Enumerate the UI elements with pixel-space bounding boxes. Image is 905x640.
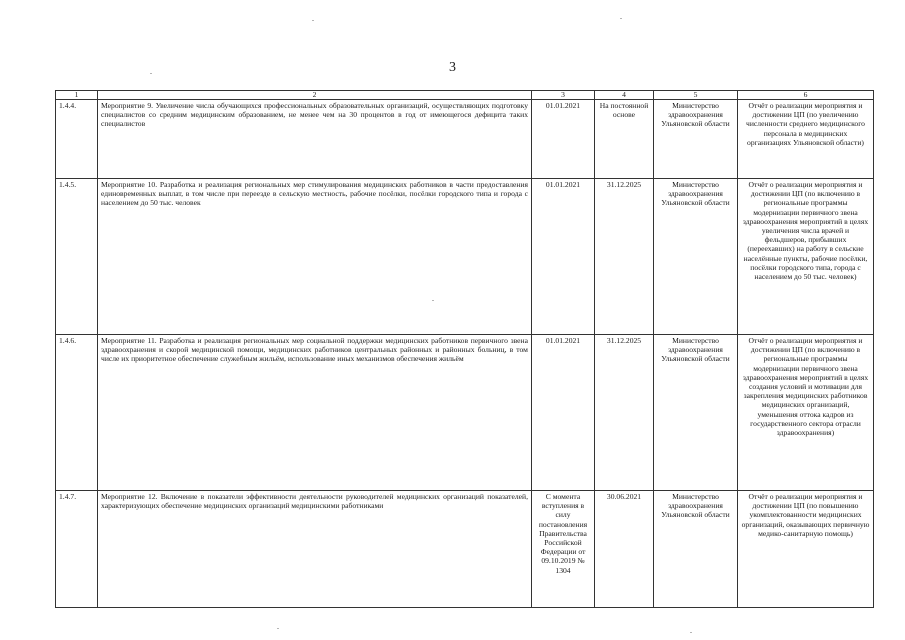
row-result: Отчёт о реализации мероприятия и достижении ЦП (по включению в региональные программы модернизации первичного звена здравоохранения мероприятий в целях увеличения числа врачей и фельдшеров, прибывших (переехавших) на работу в сельские населённые пункты, рабочие посёлки, посёлки городского типа, города с населением до 50 тыс. человек) bbox=[738, 179, 874, 335]
row-result: Отчёт о реализации мероприятия и достижении ЦП (по повышению укомплектованности медицинских организаций, оказывающих первичную медико-санитарную помощь) bbox=[738, 491, 874, 608]
row-result: Отчёт о реализации мероприятия и достижении ЦП (по увеличению численности среднего медицинского персонала в медицинских организациях Ульяновской области) bbox=[738, 100, 874, 179]
column-header: 3 bbox=[532, 91, 595, 100]
row-executor: Министерство здравоохранения Ульяновской области bbox=[654, 491, 738, 608]
row-start-date: С момента вступления в силу постановления Правительства Российской Федерации от 09.10.2019 № 1304 bbox=[532, 491, 595, 608]
table-row bbox=[56, 335, 874, 491]
column-header: 5 bbox=[654, 91, 738, 100]
scan-speck bbox=[277, 628, 279, 629]
scan-speck bbox=[432, 300, 434, 301]
column-header: 1 bbox=[56, 91, 98, 100]
row-end-date: 30.06.2021 bbox=[595, 491, 654, 608]
row-description: Мероприятие 9. Увеличение числа обучающихся профессиональных образовательных организаций, осуществляющих подготовку специалистов со средним медицинским образованием, не менее чем на 30 процентов в год от имеющегося дефицита таких специалистов bbox=[98, 100, 532, 179]
table-row bbox=[56, 179, 874, 335]
scan-speck bbox=[150, 73, 152, 74]
table-header-row bbox=[56, 91, 874, 100]
row-end-date: 31.12.2025 bbox=[595, 335, 654, 491]
row-description: Мероприятие 10. Разработка и реализация региональных мер стимулирования медицинских работников в части предоставления единовременных выплат, в том числе при переезде в сельскую местность, рабочие посёлки, посёлки городского типа и города с населением до 50 тыс. человек bbox=[98, 179, 532, 335]
row-description: Мероприятие 11. Разработка и реализация региональных мер социальной поддержки медицинских работников первичного звена здравоохранения и скорой медицинской помощи, медицинских работников центральных районных и районных больниц, в том числе их приоритетное обеспечение служебным жильём, использование иных механизмов обеспечения жильём bbox=[98, 335, 532, 491]
row-start-date: 01.01.2021 bbox=[532, 100, 595, 179]
scan-speck bbox=[620, 18, 622, 19]
row-executor: Министерство здравоохранения Ульяновской области bbox=[654, 335, 738, 491]
row-start-date: 01.01.2021 bbox=[532, 179, 595, 335]
row-description: Мероприятие 12. Включение в показатели эффективности деятельности руководителей медицинских организаций показателей, характеризующих обеспечение медицинских организаций медицинскими работниками bbox=[98, 491, 532, 608]
measures-table bbox=[55, 90, 874, 608]
row-result: Отчёт о реализации мероприятия и достижении ЦП (по включению в региональные программы модернизации первичного звена здравоохранения мероприятий в целях создания условий и мотивации для закрепления медицинских работников медицинских организаций, уменьшения оттока кадров из государственного сектора отрасли здравоохранения) bbox=[738, 335, 874, 491]
page-number: 3 bbox=[449, 60, 456, 75]
table-row bbox=[56, 100, 874, 179]
column-header: 4 bbox=[595, 91, 654, 100]
scan-speck bbox=[312, 20, 314, 21]
table-row bbox=[56, 491, 874, 608]
row-code: 1.4.6. bbox=[56, 335, 98, 491]
row-code: 1.4.7. bbox=[56, 491, 98, 608]
row-executor: Министерство здравоохранения Ульяновской области bbox=[654, 100, 738, 179]
column-header: 2 bbox=[98, 91, 532, 100]
row-code: 1.4.4. bbox=[56, 100, 98, 179]
row-code: 1.4.5. bbox=[56, 179, 98, 335]
row-end-date: На постоянной основе bbox=[595, 100, 654, 179]
row-start-date: 01.01.2021 bbox=[532, 335, 595, 491]
row-end-date: 31.12.2025 bbox=[595, 179, 654, 335]
row-executor: Министерство здравоохранения Ульяновской области bbox=[654, 179, 738, 335]
column-header: 6 bbox=[738, 91, 874, 100]
scan-speck bbox=[690, 632, 692, 633]
